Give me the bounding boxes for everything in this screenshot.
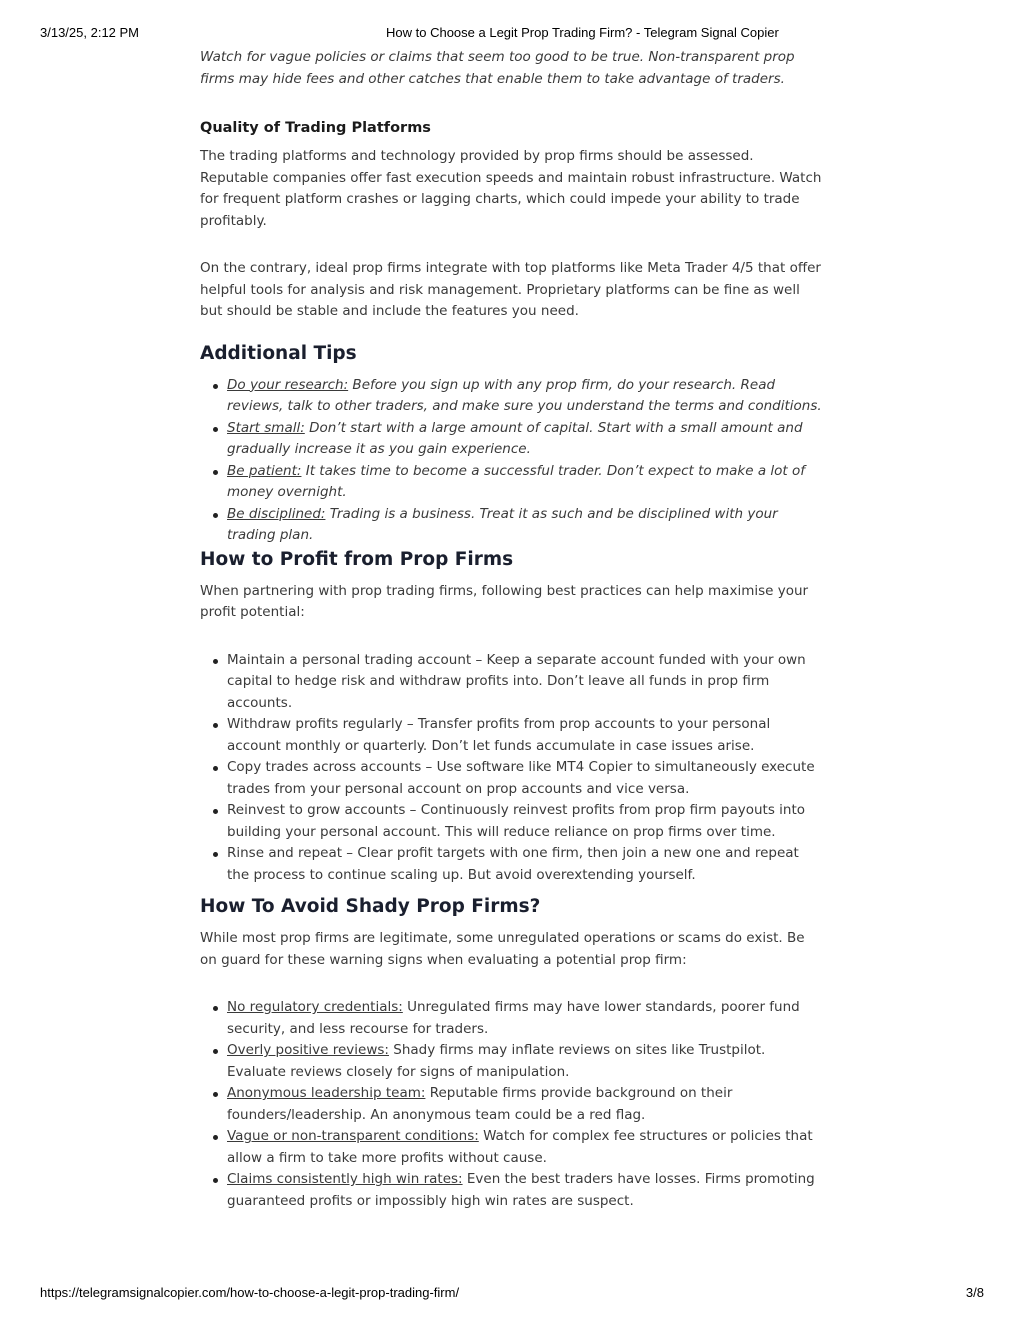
tip-link[interactable]: Start small: xyxy=(227,419,305,436)
list-item xyxy=(227,1040,825,1083)
profit-list xyxy=(200,650,825,887)
page-url[interactable]: https://telegramsignalcopier.com/how-to-choose-a-legit-prop-trading-firm/ xyxy=(40,1285,460,1300)
tip-link[interactable]: Be disciplined: xyxy=(227,505,326,522)
tip-text: It takes time to become a successful trader. Don’t expect to make a lot of money overnight. xyxy=(227,462,805,500)
list-item: Reinvest to grow accounts – Continuously reinvest profits from prop firm payouts into building your personal account. This will reduce reliance on prop firms over time. xyxy=(227,800,825,843)
list-item: Copy trades across accounts – Use software like MT4 Copier to simultaneously execute trades from your personal account on prop accounts and vice versa. xyxy=(227,757,825,800)
tip-text: Before you sign up with any prop firm, do your research. Read reviews, talk to other traders, and make sure you understand the terms and conditions. xyxy=(227,376,822,414)
warning-text: Even the best traders have losses. Firms promoting guaranteed profits or impossibly high win rates are suspect. xyxy=(227,1171,815,1209)
tips-list xyxy=(200,375,825,547)
list-item xyxy=(227,1169,825,1212)
tip-link[interactable]: Be patient: xyxy=(227,462,302,479)
intro-paragraph: Watch for vague policies or claims that seem too good to be true. Non-transparent prop firms may hide fees and other catches that enable them to take advantage of traders. xyxy=(200,49,795,87)
list-item xyxy=(227,997,825,1040)
tip-text: Don’t start with a large amount of capital. Start with a small amount and gradually increase it as you gain experience. xyxy=(227,419,803,457)
warning-link[interactable]: Overly positive reviews: xyxy=(227,1042,389,1058)
print-date: 3/13/25, 2:12 PM xyxy=(40,25,140,40)
list-item: Withdraw profits regularly – Transfer profits from prop accounts to your personal account monthly or quarterly. Don’t let funds accumulate in case issues arise. xyxy=(227,714,825,757)
warning-text: Reputable firms provide background on their founders/leadership. An anonymous team could be a red flag. xyxy=(227,1085,733,1123)
page-number: 3/8 xyxy=(965,1285,984,1300)
quality-heading: Quality of Trading Platforms xyxy=(200,120,431,136)
list-item: Rinse and repeat – Clear profit targets with one firm, then join a new one and repeat the process to continue scaling up. But avoid overextending yourself. xyxy=(227,843,825,886)
list-item xyxy=(227,1126,825,1169)
print-page-title: How to Choose a Legit Prop Trading Firm? - Telegram Signal Copier xyxy=(386,25,779,40)
print-header xyxy=(0,0,1024,50)
tip-link[interactable]: Do your research: xyxy=(227,376,349,393)
warning-text: Watch for complex fee structures or policies that allow a firm to take more profits without cause. xyxy=(227,1128,813,1166)
warning-text: Unregulated firms may have lower standards, poorer fund security, and less recourse for traders. xyxy=(227,999,800,1037)
list-item xyxy=(227,375,825,418)
quality-paragraph-1: The trading platforms and technology provided by prop firms should be assessed. Reputable companies offer fast execution speeds and maintain robust infrastructure. Watch for frequent platform crashes or lagging charts, which could impede your ability to trade profitably. xyxy=(200,148,822,229)
list-item: Maintain a personal trading account – Keep a separate account funded with your own capital to hedge risk and withdraw profits into. Don’t leave all funds in prop firm accounts. xyxy=(227,650,825,715)
shady-heading: How To Avoid Shady Prop Firms? xyxy=(200,896,541,917)
shady-intro: While most prop firms are legitimate, some unregulated operations or scams do exist. Be on guard for these warning signs when evaluating a potential prop firm: xyxy=(200,930,805,968)
list-item xyxy=(227,418,825,461)
warning-link[interactable]: Anonymous leadership team: xyxy=(227,1085,426,1101)
list-item xyxy=(227,461,825,504)
warning-link[interactable]: No regulatory credentials: xyxy=(227,999,403,1015)
warning-link[interactable]: Claims consistently high win rates: xyxy=(227,1171,463,1187)
warning-text: Shady firms may inflate reviews on sites like Trustpilot. Evaluate reviews closely for signs of manipulation. xyxy=(227,1042,766,1080)
list-item xyxy=(227,1083,825,1126)
quality-paragraph-2: On the contrary, ideal prop firms integrate with top platforms like Meta Trader 4/5 that offer helpful tools for analysis and risk management. Proprietary platforms can be fine as well but should be stable and include the features you need. xyxy=(200,260,821,319)
profit-intro: When partnering with prop trading firms, following best practices can help maximise your profit potential: xyxy=(200,582,809,620)
profit-heading: How to Profit from Prop Firms xyxy=(200,548,514,570)
tip-text: Trading is a business. Treat it as such and be disciplined with your trading plan. xyxy=(227,505,778,543)
warning-link[interactable]: Vague or non-transparent conditions: xyxy=(227,1128,479,1144)
list-item xyxy=(227,504,825,547)
print-footer xyxy=(0,1285,1024,1305)
tips-heading: Additional Tips xyxy=(200,342,357,364)
shady-list xyxy=(200,997,825,1212)
article-body xyxy=(200,47,825,1212)
